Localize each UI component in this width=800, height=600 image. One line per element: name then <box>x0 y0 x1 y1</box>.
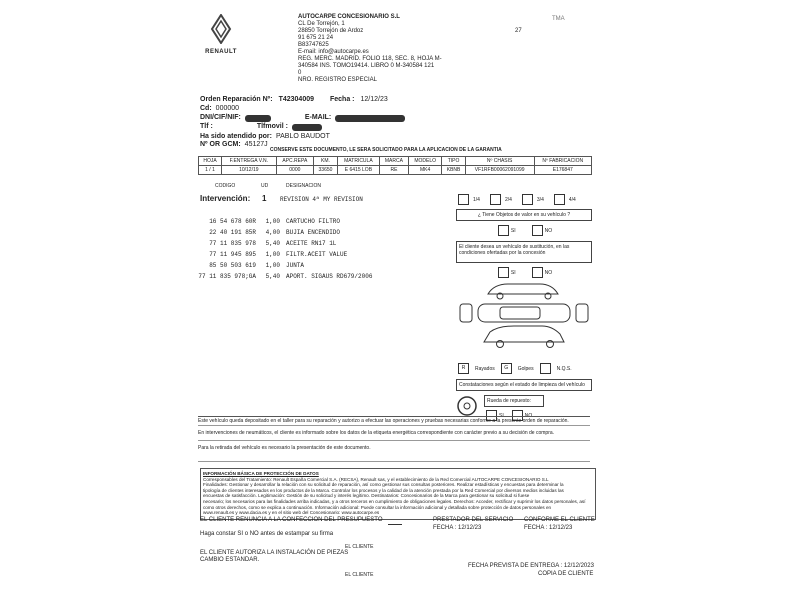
dealer-line: 28850 Torrejón de Ardoz <box>298 28 364 34</box>
order-header <box>200 96 580 149</box>
privacy-line: Corresponsables del Tratamiento: Renault España Comercial S.A. (RECSA), Renault sas, y el establecimiento de la Red Comercial AUTOCARPE CONCESIONARIO S.L <box>203 476 549 482</box>
list-item <box>196 218 372 229</box>
table-header-cell: Nº FABRICACION <box>534 157 591 166</box>
cleanliness-box: Constataciones según el estado de limpieza del vehículo <box>456 379 592 391</box>
dealer-name: AUTOCARPE CONCESIONARIO S.L <box>298 14 400 20</box>
cd-value: 000000 <box>215 105 240 112</box>
fuel-gauge <box>456 194 592 205</box>
client-date: FECHA : 12/12/23 <box>524 525 573 531</box>
car-top-view-icon <box>478 304 570 322</box>
item-qty: 1,00 <box>265 218 280 225</box>
si-label: SI <box>499 412 504 419</box>
legend-g-text: Golpes <box>517 365 534 372</box>
item-desc: BUJIA ENCENDIDO <box>286 229 341 236</box>
item-code: 22 40 191 85R <box>209 229 256 236</box>
privacy-line: como otros derechos, como se explica a continuación. Información adicional: Puede consultar la información adicional y detallada sobre protección de datos personales en <box>203 504 552 510</box>
no-label: NO <box>544 269 553 276</box>
el-cliente-signature-2: EL CLIENTE <box>345 572 374 578</box>
intervention-row <box>200 194 363 203</box>
item-desc: JUNTA <box>286 262 305 269</box>
legal-block <box>198 416 590 462</box>
damage-legend <box>456 363 592 374</box>
dealer-line: B83747625 <box>298 42 329 48</box>
table-cell: 33650 <box>314 166 338 175</box>
cambio-estandar: CAMBIO ESTANDAR. <box>200 557 260 563</box>
legal-p1: Este vehículo queda depositado en el taller para su reparación y autorizo a efectuar las operaciones y pruebas necesarias conforme a la presente orden de reparación. <box>198 417 590 426</box>
table-header-cell: MATRICULA <box>337 157 379 166</box>
cd-label: Cd: <box>200 105 212 112</box>
privacy-line: tipología de clientes interesados en los productos de la Marca. Controlar los procesos y la calidad de la atención prestada por la Red Comercial por diversos medios incluidas las <box>203 487 564 493</box>
dealer-line: CL De Torrejón, 1 <box>298 21 345 27</box>
item-desc: CARTUCHO FILTRO <box>286 218 341 225</box>
table-header-cell: MODELO <box>408 157 441 166</box>
car-front-icon <box>460 304 472 322</box>
fuel-label: 1/4 <box>473 196 480 203</box>
table-header-cell: APC.REPA <box>276 157 314 166</box>
car-damage-diagram <box>456 280 592 356</box>
corner-mark: TMA <box>552 16 565 22</box>
fuel-label: 2/4 <box>504 196 512 203</box>
vehicle-table-row <box>199 166 592 175</box>
waiver-signature-line <box>388 524 402 525</box>
dealer-block <box>298 14 458 84</box>
valuables-answer <box>456 225 592 236</box>
tire-icon <box>456 395 478 417</box>
si-label: SI <box>510 227 516 234</box>
items-header-ud: UD <box>261 183 269 189</box>
state-instruction: Haga constar SI o NO antes de estampar su firma <box>200 531 334 537</box>
privacy-line: Finalidades: Gestionar y desarrollar la relación con su solicitud de reparación, así como gestionar sus consultas posteriores. Realizar estadísticas y encuestas para determinar la <box>203 482 564 488</box>
table-header-cell: MARCA <box>379 157 408 166</box>
vehicle-table <box>198 156 592 175</box>
legend-r-box: R <box>458 363 469 374</box>
fuel-checkbox-1-4[interactable] <box>458 194 469 205</box>
authorize-parts: EL CLIENTE AUTORIZA LA INSTALACIÓN DE PIEZAS <box>200 550 349 556</box>
table-cell: 0000 <box>276 166 314 175</box>
item-code: 77 11 945 895 <box>209 251 256 258</box>
valuables-no-checkbox[interactable] <box>532 225 543 236</box>
fuel-checkbox-3-4[interactable] <box>522 194 533 205</box>
table-header-cell: Nº CHASIS <box>465 157 534 166</box>
budget-waiver: EL CLIENTE RENUNCIA A LA CONFECCION DEL PRESUPUESTO <box>200 517 383 523</box>
table-cell: RE <box>379 166 408 175</box>
conform-label: CONFORME EL CLIENTE <box>524 517 595 523</box>
dealer-line: 0 <box>298 70 302 76</box>
item-qty: 5,40 <box>265 240 280 247</box>
fuel-checkbox-4-4[interactable] <box>554 194 565 205</box>
provider-date: FECHA : 12/12/23 <box>433 525 482 531</box>
valuables-si-checkbox[interactable] <box>498 225 509 236</box>
dealer-line: 91 675 21 24 <box>298 35 334 41</box>
table-cell: MK4 <box>408 166 441 175</box>
table-header-cell: HOJA <box>199 157 222 166</box>
list-item <box>196 273 372 284</box>
dealer-line: E-mail: info@autocarpe.es <box>298 49 369 55</box>
order-date: 12/12/23 <box>360 96 388 103</box>
privacy-line: www.renault.es y www.dacia.es y en el sitio web del Concesionario: www.autocarpe.es <box>203 510 380 516</box>
renault-diamond-icon <box>198 14 244 44</box>
spare-wheel-label: Rueda de repuesto: <box>484 395 544 407</box>
replacement-no-checkbox[interactable] <box>532 267 543 278</box>
list-item <box>196 229 372 240</box>
table-header-cell: F.ENTREGA V.N. <box>222 157 277 166</box>
item-qty: 4,00 <box>265 229 280 236</box>
table-header-cell: KM. <box>314 157 338 166</box>
list-item <box>196 262 372 273</box>
attended-label: Ha sido atendido por: <box>200 133 272 140</box>
redacted-phone <box>292 124 322 131</box>
customer-copy: COPIA DE CLIENTE <box>538 571 594 577</box>
dni-label: DNI/CIF/NIF: <box>200 114 241 121</box>
privacy-line: necesario; los necesarios para las finalidades arriba indicadas, y a otros terceros en cumplimiento de obligaciones legales. Derechos: Acceder, rectificar y suprimir los datos personales, así <box>203 498 586 504</box>
dealer-line: 340584 INS. TOMO19414. LIBRO 0 M-340584 121 <box>298 63 435 69</box>
brand-text: RENAULT <box>205 49 237 55</box>
car-side-bottom-icon <box>484 326 564 348</box>
item-qty: 5,40 <box>265 273 280 280</box>
table-cell: E176847 <box>534 166 591 175</box>
list-item <box>196 240 372 251</box>
car-rear-icon <box>576 304 588 322</box>
redacted-email <box>335 115 405 122</box>
valuables-question: ¿ Tiene Objetos de valor en su vehículo ? <box>456 209 592 221</box>
inspection-panel <box>456 192 592 419</box>
dealer-line: NRO. REGISTRO ESPECIAL <box>298 77 378 83</box>
legal-p3: Para la retirada del vehículo es necesario la presentación de este documento. <box>198 441 590 462</box>
si-label: SI <box>510 269 516 276</box>
fuel-label: 4/4 <box>568 196 576 203</box>
tlf-label: Tlf : <box>200 123 213 130</box>
orgcm-value: 45127J <box>244 141 268 148</box>
delivery-date: FECHA PREVISTA DE ENTREGA : 12/12/2023 <box>468 563 594 569</box>
item-qty: 1,00 <box>265 262 280 269</box>
intervention-number: 1 <box>262 194 267 203</box>
legend-r-text: Rayados <box>475 365 495 372</box>
privacy-block <box>200 468 596 520</box>
item-code: 85 50 503 619 <box>209 262 256 269</box>
provider-label: PRESTADOR DEL SERVICIO <box>433 517 514 523</box>
vehicle-table-header <box>199 157 592 166</box>
guarantee-notice: CONSERVE ESTE DOCUMENTO, LE SERA SOLICITADO PARA LA APLICACION DE LA GARANTIA <box>270 147 502 153</box>
legend-g-box: G <box>501 363 512 374</box>
renault-logo <box>198 14 244 54</box>
orgcm-label: Nº OR GCM: <box>200 141 241 148</box>
fuel-checkbox-2-4[interactable] <box>490 194 501 205</box>
replacement-answer <box>456 267 592 278</box>
item-code: 77 11 835 978;GA <box>198 273 256 280</box>
redacted-dni <box>245 115 271 122</box>
item-desc: ACEITE RN17 1L <box>286 240 337 247</box>
items-header-code: CODIGO <box>215 183 236 189</box>
corner-number: 27 <box>515 28 522 34</box>
fuel-label: 3/4 <box>536 196 544 203</box>
legend-nqs-text: N.Q.S. <box>556 365 572 372</box>
privacy-line: encuestas de satisfacción. Legitimación: Gestión de su solicitud y interés legítimo. Destinatarios: Concesionarios de la Marca para gestionar su solicitud si fuese <box>203 493 530 499</box>
order-date-label: Fecha : <box>330 96 355 103</box>
legal-p2: En intervenciones de neumáticos, el cliente es informado sobre los datos de la etiqueta energética correspondiente con carácter previo a su decisión de compra. <box>198 426 590 441</box>
no-label: NO <box>544 227 553 234</box>
movil-label: Tlfmovil : <box>256 123 288 130</box>
replacement-question: El cliente desea un vehículo de sustitución, en las condiciones ofertadas por la concesión <box>456 241 592 263</box>
line-items <box>196 218 372 284</box>
items-header <box>215 183 321 189</box>
table-cell: E 6415 LOB <box>337 166 379 175</box>
table-cell: VF1RFB00062091099 <box>465 166 534 175</box>
table-cell: 10/12/19 <box>222 166 277 175</box>
item-code: 77 11 835 978 <box>209 240 256 247</box>
item-qty: 1,00 <box>265 251 280 258</box>
replacement-si-checkbox[interactable] <box>498 267 509 278</box>
legend-nqs-box <box>540 363 551 374</box>
item-desc: APORT. SIGAUS RD679/2006 <box>286 273 373 280</box>
intervention-label: Intervención: <box>200 194 251 203</box>
no-label: NO <box>524 412 533 419</box>
list-item <box>196 251 372 262</box>
dealer-line: REG. MERC. MADRID. FOLIO 118, SEC. 8, HOJA M- <box>298 56 442 62</box>
table-cell: KBNB <box>442 166 465 175</box>
item-desc: FILTR.ACEIT VALUE <box>286 251 348 258</box>
table-cell: 1 / 1 <box>199 166 222 175</box>
privacy-title: INFORMACIÓN BÁSICA DE PROTECCIÓN DE DATOS <box>203 471 319 476</box>
items-header-desc: DESIGNACION <box>286 183 322 189</box>
car-side-top-icon <box>488 284 558 299</box>
attended-name: PABLO BAUDOT <box>275 133 330 140</box>
intervention-title: REVISION 4ª MY REVISION <box>280 196 363 203</box>
item-code: 16 54 678 60R <box>209 218 256 225</box>
email-label: E-MAIL: <box>304 114 332 121</box>
order-number: T42304009 <box>278 96 314 103</box>
table-header-cell: TIPO <box>442 157 465 166</box>
order-number-label: Orden Reparación Nº: <box>200 96 273 103</box>
el-cliente-signature-1: EL CLIENTE <box>345 544 374 550</box>
